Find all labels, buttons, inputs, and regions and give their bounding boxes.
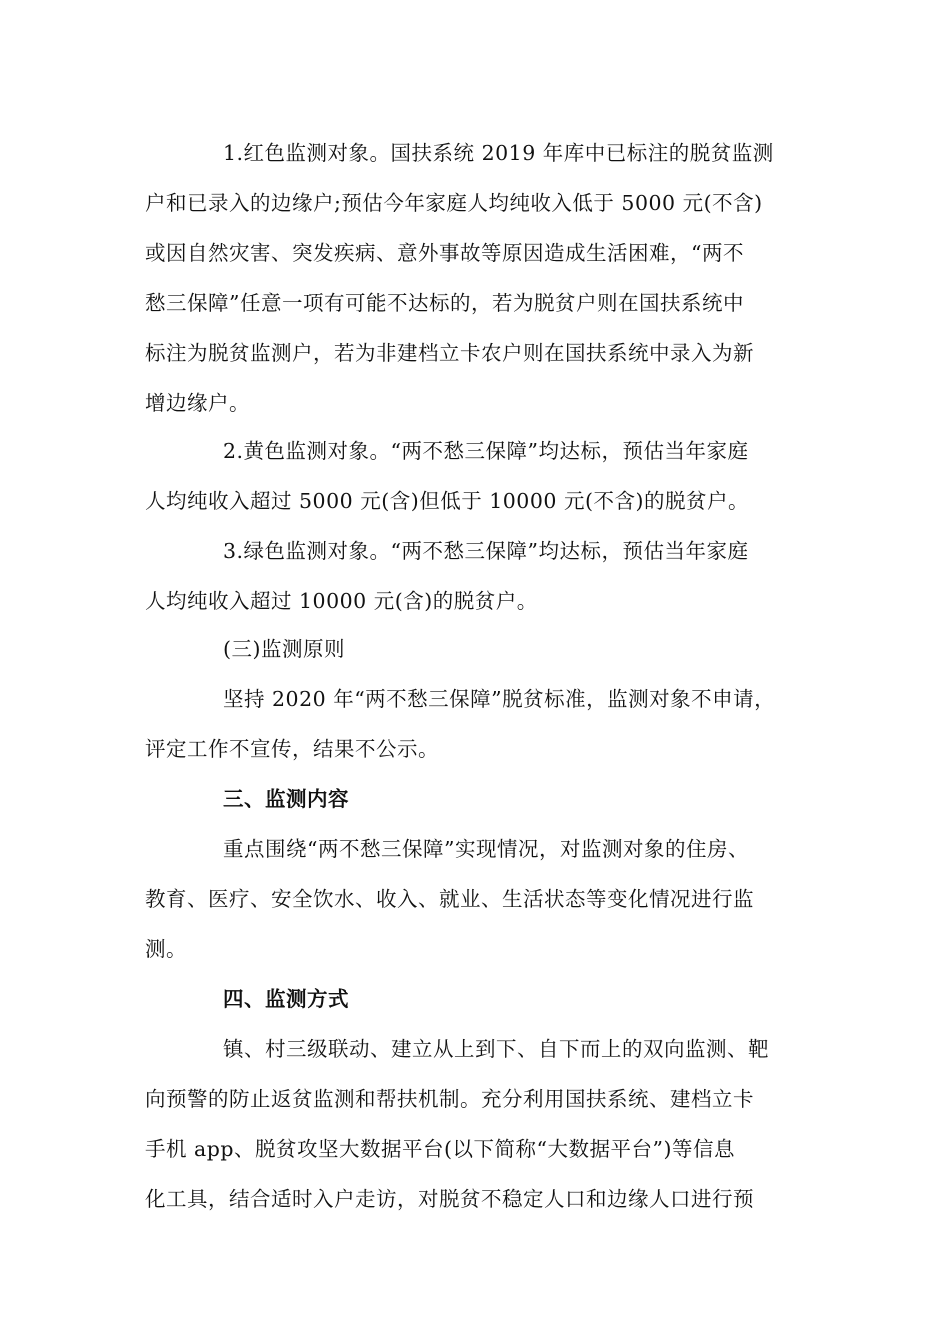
- text-line: 评定工作不宣传，结果不公示。: [145, 737, 439, 761]
- text-line: (三)监测原则: [223, 637, 345, 661]
- paragraph-principles: [145, 674, 805, 774]
- text-line: 向预警的防止返贫监测和帮扶机制。充分利用国扶系统、建档立卡: [145, 1087, 754, 1111]
- text-line: 或因自然灾害、突发疾病、意外事故等原因造成生活困难，“两不: [145, 241, 744, 265]
- paragraph-green-monitoring: [145, 526, 805, 626]
- text-line: 镇、村三级联动、建立从上到下、自下而上的双向监测、靶: [223, 1037, 769, 1061]
- section-heading-content: 三、监测内容: [223, 787, 349, 811]
- text-line: 标注为脱贫监测户，若为非建档立卡农户则在国扶系统中录入为新: [145, 341, 754, 365]
- text-line: 手机 app、脱贫攻坚大数据平台(以下简称“大数据平台”)等信息: [145, 1137, 735, 1161]
- text-line: 愁三保障”任意一项有可能不达标的，若为脱贫户则在国扶系统中: [145, 291, 744, 315]
- paragraph-monitoring-content: [145, 824, 805, 974]
- text-line: 人均纯收入超过 10000 元(含)的脱贫户。: [145, 589, 538, 613]
- subheading-monitoring-principles: [145, 624, 805, 674]
- section-heading-method: 四、监测方式: [223, 987, 349, 1011]
- text-line: 2.黄色监测对象。“两不愁三保障”均达标，预估当年家庭: [223, 439, 749, 463]
- text-line: 重点围绕“两不愁三保障”实现情况，对监测对象的住房、: [223, 837, 749, 861]
- paragraph-red-monitoring: [145, 128, 805, 428]
- text-line: 1.红色监测对象。国扶系统 2019 年库中已标注的脱贫监测: [223, 141, 774, 165]
- text-line: 坚持 2020 年“两不愁三保障”脱贫标准，监测对象不申请，: [223, 687, 776, 711]
- paragraph-yellow-monitoring: [145, 426, 805, 526]
- text-line: 测。: [145, 937, 187, 961]
- text-line: 教育、医疗、安全饮水、收入、就业、生活状态等变化情况进行监: [145, 887, 754, 911]
- text-line: 3.绿色监测对象。“两不愁三保障”均达标，预估当年家庭: [223, 539, 749, 563]
- text-line: 人均纯收入超过 5000 元(含)但低于 10000 元(不含)的脱贫户。: [145, 489, 749, 513]
- text-line: 增边缘户。: [145, 391, 250, 415]
- text-line: 户和已录入的边缘户;预估今年家庭人均纯收入低于 5000 元(不含): [145, 191, 763, 215]
- paragraph-monitoring-method: [145, 1024, 805, 1224]
- text-line: 化工具，结合适时入户走访，对脱贫不稳定人口和边缘人口进行预: [145, 1187, 754, 1211]
